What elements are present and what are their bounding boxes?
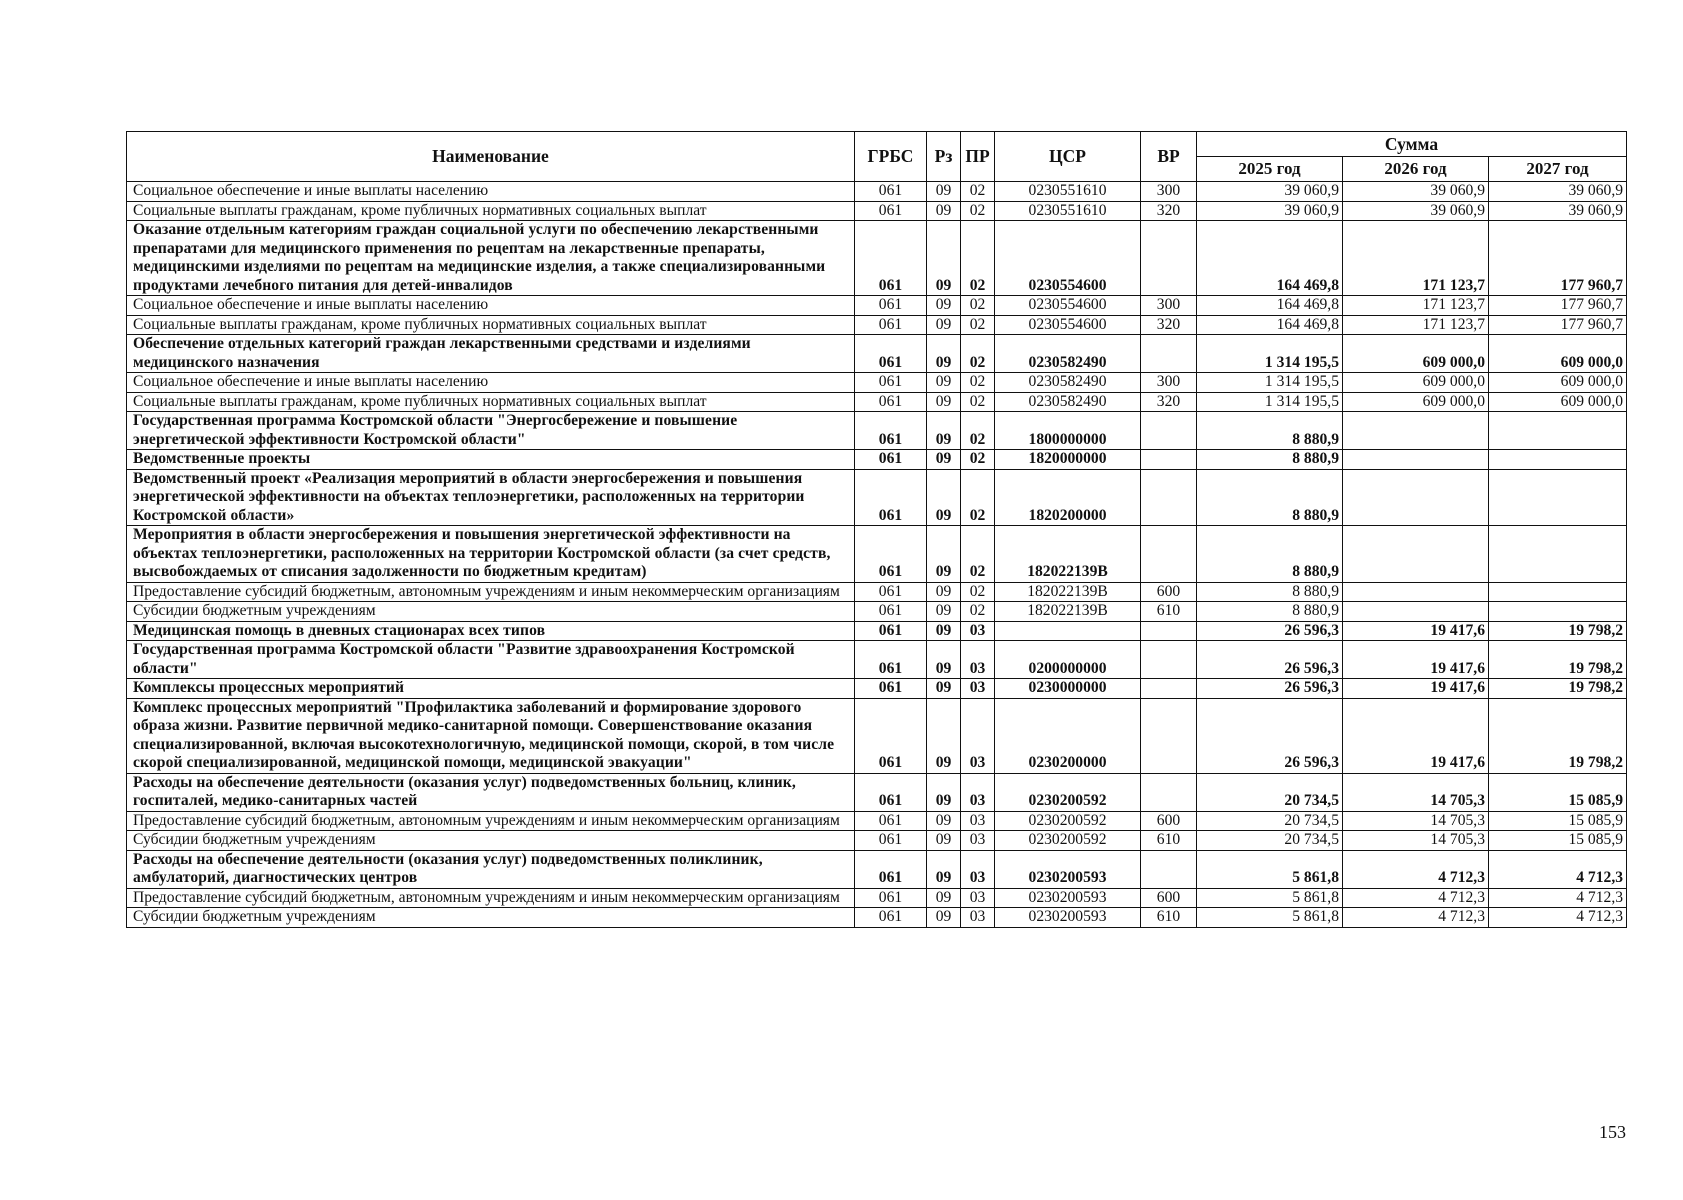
row-pr: 02 (961, 582, 995, 602)
row-rz: 09 (927, 315, 961, 335)
row-csr: 1800000000 (995, 412, 1141, 450)
row-grbs: 061 (855, 315, 927, 335)
table-row (127, 621, 1627, 641)
row-sum-2025: 5 861,8 (1197, 850, 1343, 888)
row-rz: 09 (927, 602, 961, 622)
row-sum-2026: 19 417,6 (1343, 641, 1489, 679)
row-sum-2027 (1489, 412, 1627, 450)
row-name: Комплекс процессных мероприятий "Профилактика заболеваний и формирование здорового образа жизни. Развитие первичной медико-санитарной помощи. Совершенствование оказания специализированной, включая высокотехнологичную, медицинской помощи, скорой, в том числе скорой специализированной, медицинской помощи, медицинской эвакуации" (127, 698, 855, 773)
row-grbs: 061 (855, 182, 927, 202)
row-sum-2027: 609 000,0 (1489, 373, 1627, 393)
row-grbs: 061 (855, 850, 927, 888)
row-vr: 600 (1141, 582, 1197, 602)
row-pr: 02 (961, 450, 995, 470)
row-name: Мероприятия в области энергосбережения и повышения энергетической эффективности на объектах теплоэнергетики, расположенных на территории Костромской области (за счет средств, высвобождаемых от списания задолженности по бюджетным кредитам) (127, 526, 855, 583)
row-sum-2025: 5 861,8 (1197, 888, 1343, 908)
table-row (127, 469, 1627, 526)
row-grbs: 061 (855, 908, 927, 928)
row-grbs: 061 (855, 296, 927, 316)
row-rz: 09 (927, 221, 961, 296)
row-csr (995, 621, 1141, 641)
row-csr: 0230200593 (995, 908, 1141, 928)
table-row (127, 679, 1627, 699)
row-name: Предоставление субсидий бюджетным, автономным учреждениям и иным некоммерческим организациям (127, 888, 855, 908)
row-sum-2027 (1489, 602, 1627, 622)
row-sum-2026 (1343, 582, 1489, 602)
row-name: Социальные выплаты гражданам, кроме публичных нормативных социальных выплат (127, 392, 855, 412)
row-sum-2026: 19 417,6 (1343, 621, 1489, 641)
row-name: Социальное обеспечение и иные выплаты населению (127, 296, 855, 316)
row-sum-2025: 1 314 195,5 (1197, 335, 1343, 373)
row-rz: 09 (927, 412, 961, 450)
row-vr (1141, 698, 1197, 773)
row-sum-2026: 19 417,6 (1343, 679, 1489, 699)
row-rz: 09 (927, 641, 961, 679)
row-csr: 0230582490 (995, 392, 1141, 412)
row-csr: 0230200000 (995, 698, 1141, 773)
row-vr: 300 (1141, 296, 1197, 316)
row-name: Комплексы процессных мероприятий (127, 679, 855, 699)
row-grbs: 061 (855, 888, 927, 908)
row-csr: 0200000000 (995, 641, 1141, 679)
row-name: Социальное обеспечение и иные выплаты населению (127, 182, 855, 202)
row-grbs: 061 (855, 450, 927, 470)
row-grbs: 061 (855, 335, 927, 373)
table-row (127, 201, 1627, 221)
row-sum-2025: 26 596,3 (1197, 698, 1343, 773)
row-sum-2027: 39 060,9 (1489, 182, 1627, 202)
header-year-2026: 2026 год (1343, 157, 1489, 182)
row-csr: 0230582490 (995, 335, 1141, 373)
row-sum-2026: 4 712,3 (1343, 908, 1489, 928)
row-vr (1141, 412, 1197, 450)
row-pr: 02 (961, 182, 995, 202)
table-row (127, 811, 1627, 831)
row-sum-2026: 39 060,9 (1343, 182, 1489, 202)
table-row (127, 296, 1627, 316)
row-name: Ведомственные проекты (127, 450, 855, 470)
row-sum-2025: 1 314 195,5 (1197, 373, 1343, 393)
table-row (127, 315, 1627, 335)
row-sum-2025: 8 880,9 (1197, 412, 1343, 450)
row-grbs: 061 (855, 412, 927, 450)
row-rz: 09 (927, 679, 961, 699)
row-vr: 600 (1141, 811, 1197, 831)
row-vr: 300 (1141, 373, 1197, 393)
row-sum-2025: 39 060,9 (1197, 201, 1343, 221)
row-rz: 09 (927, 469, 961, 526)
table-row (127, 888, 1627, 908)
row-pr: 02 (961, 296, 995, 316)
table-row (127, 335, 1627, 373)
row-name: Социальные выплаты гражданам, кроме публичных нормативных социальных выплат (127, 201, 855, 221)
table-row (127, 392, 1627, 412)
row-csr: 1820200000 (995, 469, 1141, 526)
row-sum-2025: 8 880,9 (1197, 526, 1343, 583)
row-sum-2025: 39 060,9 (1197, 182, 1343, 202)
row-csr: 0230554600 (995, 221, 1141, 296)
table-row (127, 526, 1627, 583)
row-name: Государственная программа Костромской области "Развитие здравоохранения Костромской области" (127, 641, 855, 679)
row-sum-2025: 5 861,8 (1197, 908, 1343, 928)
row-vr: 320 (1141, 201, 1197, 221)
row-name: Ведомственный проект «Реализация мероприятий в области энергосбережения и повышения энергетической эффективности на объектах теплоэнергетики, расположенных на территории Костромской области» (127, 469, 855, 526)
row-grbs: 061 (855, 602, 927, 622)
row-vr: 300 (1141, 182, 1197, 202)
row-name: Медицинская помощь в дневных стационарах всех типов (127, 621, 855, 641)
row-rz: 09 (927, 908, 961, 928)
row-sum-2027 (1489, 526, 1627, 583)
row-pr: 02 (961, 373, 995, 393)
row-sum-2025: 26 596,3 (1197, 621, 1343, 641)
row-sum-2026: 4 712,3 (1343, 850, 1489, 888)
row-grbs: 061 (855, 201, 927, 221)
row-vr (1141, 641, 1197, 679)
row-name: Субсидии бюджетным учреждениям (127, 908, 855, 928)
table-row (127, 641, 1627, 679)
row-name: Предоставление субсидий бюджетным, автономным учреждениям и иным некоммерческим организациям (127, 811, 855, 831)
row-csr: 1820000000 (995, 450, 1141, 470)
row-sum-2025: 20 734,5 (1197, 811, 1343, 831)
row-name: Социальные выплаты гражданам, кроме публичных нормативных социальных выплат (127, 315, 855, 335)
row-grbs: 061 (855, 621, 927, 641)
row-grbs: 061 (855, 811, 927, 831)
row-grbs: 061 (855, 469, 927, 526)
row-csr: 0230582490 (995, 373, 1141, 393)
row-pr: 02 (961, 526, 995, 583)
row-pr: 02 (961, 412, 995, 450)
row-rz: 09 (927, 182, 961, 202)
row-rz: 09 (927, 450, 961, 470)
row-pr: 02 (961, 392, 995, 412)
row-csr: 0230554600 (995, 296, 1141, 316)
row-sum-2026: 14 705,3 (1343, 811, 1489, 831)
row-rz: 09 (927, 582, 961, 602)
row-sum-2026: 14 705,3 (1343, 773, 1489, 811)
row-rz: 09 (927, 526, 961, 583)
row-vr (1141, 679, 1197, 699)
page-number: 153 (1599, 1122, 1626, 1142)
row-sum-2027: 609 000,0 (1489, 335, 1627, 373)
row-csr: 0230200592 (995, 811, 1141, 831)
row-vr (1141, 450, 1197, 470)
row-sum-2026: 609 000,0 (1343, 335, 1489, 373)
header-grbs: ГРБС (855, 132, 927, 182)
row-rz: 09 (927, 850, 961, 888)
row-sum-2026: 4 712,3 (1343, 888, 1489, 908)
row-sum-2027: 177 960,7 (1489, 296, 1627, 316)
row-sum-2025: 1 314 195,5 (1197, 392, 1343, 412)
row-name: Социальное обеспечение и иные выплаты населению (127, 373, 855, 393)
row-sum-2026: 171 123,7 (1343, 221, 1489, 296)
row-grbs: 061 (855, 392, 927, 412)
row-csr: 0230000000 (995, 679, 1141, 699)
row-name: Субсидии бюджетным учреждениям (127, 602, 855, 622)
row-vr (1141, 221, 1197, 296)
row-grbs: 061 (855, 773, 927, 811)
row-pr: 02 (961, 602, 995, 622)
row-csr: 0230554600 (995, 315, 1141, 335)
row-sum-2026 (1343, 450, 1489, 470)
table-row (127, 908, 1627, 928)
row-csr: 182022139В (995, 582, 1141, 602)
row-sum-2026: 39 060,9 (1343, 201, 1489, 221)
header-sum: Сумма (1197, 132, 1627, 157)
row-vr: 600 (1141, 888, 1197, 908)
row-pr: 03 (961, 908, 995, 928)
row-pr: 03 (961, 679, 995, 699)
row-name: Оказание отдельным категориям граждан социальной услуги по обеспечению лекарственными препаратами для медицинского применения по рецептам на лекарственные препараты, медицинскими изделиями по рецептам на медицинские изделия, а также специализированными продуктами лечебного питания для детей-инвалидов (127, 221, 855, 296)
row-rz: 09 (927, 201, 961, 221)
row-vr (1141, 621, 1197, 641)
row-pr: 02 (961, 201, 995, 221)
header-rz: Рз (927, 132, 961, 182)
table-row (127, 602, 1627, 622)
header-csr: ЦСР (995, 132, 1141, 182)
row-rz: 09 (927, 811, 961, 831)
row-sum-2025: 20 734,5 (1197, 773, 1343, 811)
row-grbs: 061 (855, 679, 927, 699)
row-csr: 0230200592 (995, 831, 1141, 851)
row-grbs: 061 (855, 698, 927, 773)
row-sum-2027: 177 960,7 (1489, 315, 1627, 335)
row-sum-2027: 19 798,2 (1489, 641, 1627, 679)
row-vr: 320 (1141, 392, 1197, 412)
row-sum-2027 (1489, 450, 1627, 470)
row-sum-2027: 39 060,9 (1489, 201, 1627, 221)
row-csr: 182022139В (995, 526, 1141, 583)
row-sum-2025: 20 734,5 (1197, 831, 1343, 851)
row-sum-2025: 164 469,8 (1197, 315, 1343, 335)
row-pr: 03 (961, 811, 995, 831)
row-rz: 09 (927, 392, 961, 412)
row-rz: 09 (927, 773, 961, 811)
row-sum-2027: 19 798,2 (1489, 621, 1627, 641)
row-name: Расходы на обеспечение деятельности (оказания услуг) подведомственных поликлиник, амбулаторий, диагностических центров (127, 850, 855, 888)
row-csr: 182022139В (995, 602, 1141, 622)
row-vr: 610 (1141, 908, 1197, 928)
row-sum-2026 (1343, 412, 1489, 450)
row-sum-2027 (1489, 582, 1627, 602)
row-sum-2025: 26 596,3 (1197, 679, 1343, 699)
header-name: Наименование (127, 132, 855, 182)
row-sum-2026: 609 000,0 (1343, 373, 1489, 393)
row-sum-2027 (1489, 469, 1627, 526)
row-vr: 320 (1141, 315, 1197, 335)
table-row (127, 412, 1627, 450)
row-rz: 09 (927, 698, 961, 773)
budget-table (126, 131, 1627, 928)
row-sum-2025: 8 880,9 (1197, 602, 1343, 622)
row-sum-2025: 164 469,8 (1197, 221, 1343, 296)
row-name: Расходы на обеспечение деятельности (оказания услуг) подведомственных больниц, клиник, госпиталей, медико-санитарных частей (127, 773, 855, 811)
row-sum-2027: 15 085,9 (1489, 773, 1627, 811)
row-vr (1141, 469, 1197, 526)
row-sum-2027: 177 960,7 (1489, 221, 1627, 296)
row-rz: 09 (927, 335, 961, 373)
row-csr: 0230200593 (995, 888, 1141, 908)
row-sum-2027: 19 798,2 (1489, 698, 1627, 773)
row-rz: 09 (927, 296, 961, 316)
row-vr (1141, 526, 1197, 583)
row-sum-2027: 609 000,0 (1489, 392, 1627, 412)
row-csr: 0230200593 (995, 850, 1141, 888)
table-row (127, 221, 1627, 296)
row-sum-2025: 8 880,9 (1197, 450, 1343, 470)
table-body (127, 182, 1627, 928)
row-pr: 03 (961, 850, 995, 888)
row-name: Государственная программа Костромской области "Энергосбережение и повышение энергетической эффективности Костромской области" (127, 412, 855, 450)
row-pr: 03 (961, 641, 995, 679)
row-pr: 03 (961, 698, 995, 773)
table-row (127, 450, 1627, 470)
row-sum-2025: 8 880,9 (1197, 582, 1343, 602)
row-vr (1141, 335, 1197, 373)
table-row (127, 582, 1627, 602)
row-vr (1141, 773, 1197, 811)
row-pr: 02 (961, 469, 995, 526)
row-vr: 610 (1141, 602, 1197, 622)
header-year-2027: 2027 год (1489, 157, 1627, 182)
row-rz: 09 (927, 888, 961, 908)
row-rz: 09 (927, 831, 961, 851)
row-pr: 03 (961, 621, 995, 641)
row-grbs: 061 (855, 373, 927, 393)
header-year-2025: 2025 год (1197, 157, 1343, 182)
row-sum-2026: 171 123,7 (1343, 315, 1489, 335)
row-pr: 03 (961, 888, 995, 908)
table-row (127, 182, 1627, 202)
row-csr: 0230200592 (995, 773, 1141, 811)
row-vr: 610 (1141, 831, 1197, 851)
row-pr: 02 (961, 335, 995, 373)
row-name: Предоставление субсидий бюджетным, автономным учреждениям и иным некоммерческим организациям (127, 582, 855, 602)
row-sum-2027: 19 798,2 (1489, 679, 1627, 699)
row-name: Обеспечение отдельных категорий граждан лекарственными средствами и изделиями медицинского назначения (127, 335, 855, 373)
row-pr: 03 (961, 831, 995, 851)
row-name: Субсидии бюджетным учреждениям (127, 831, 855, 851)
row-grbs: 061 (855, 221, 927, 296)
row-sum-2027: 4 712,3 (1489, 850, 1627, 888)
header-row (127, 132, 1627, 157)
header-pr: ПР (961, 132, 995, 182)
header-vr: ВР (1141, 132, 1197, 182)
row-pr: 02 (961, 221, 995, 296)
row-sum-2026: 14 705,3 (1343, 831, 1489, 851)
table-row (127, 698, 1627, 773)
row-sum-2026 (1343, 526, 1489, 583)
row-sum-2026: 609 000,0 (1343, 392, 1489, 412)
table-row (127, 831, 1627, 851)
table-row (127, 373, 1627, 393)
row-sum-2026: 19 417,6 (1343, 698, 1489, 773)
row-grbs: 061 (855, 831, 927, 851)
row-csr: 0230551610 (995, 201, 1141, 221)
table-row (127, 850, 1627, 888)
row-sum-2025: 8 880,9 (1197, 469, 1343, 526)
row-rz: 09 (927, 373, 961, 393)
row-sum-2026 (1343, 469, 1489, 526)
table-row (127, 773, 1627, 811)
row-pr: 02 (961, 315, 995, 335)
row-sum-2026: 171 123,7 (1343, 296, 1489, 316)
row-pr: 03 (961, 773, 995, 811)
row-sum-2027: 15 085,9 (1489, 811, 1627, 831)
row-grbs: 061 (855, 641, 927, 679)
row-rz: 09 (927, 621, 961, 641)
row-sum-2027: 4 712,3 (1489, 908, 1627, 928)
row-sum-2027: 15 085,9 (1489, 831, 1627, 851)
row-sum-2025: 26 596,3 (1197, 641, 1343, 679)
row-grbs: 061 (855, 526, 927, 583)
row-sum-2027: 4 712,3 (1489, 888, 1627, 908)
row-vr (1141, 850, 1197, 888)
row-sum-2026 (1343, 602, 1489, 622)
row-grbs: 061 (855, 582, 927, 602)
row-csr: 0230551610 (995, 182, 1141, 202)
row-sum-2025: 164 469,8 (1197, 296, 1343, 316)
